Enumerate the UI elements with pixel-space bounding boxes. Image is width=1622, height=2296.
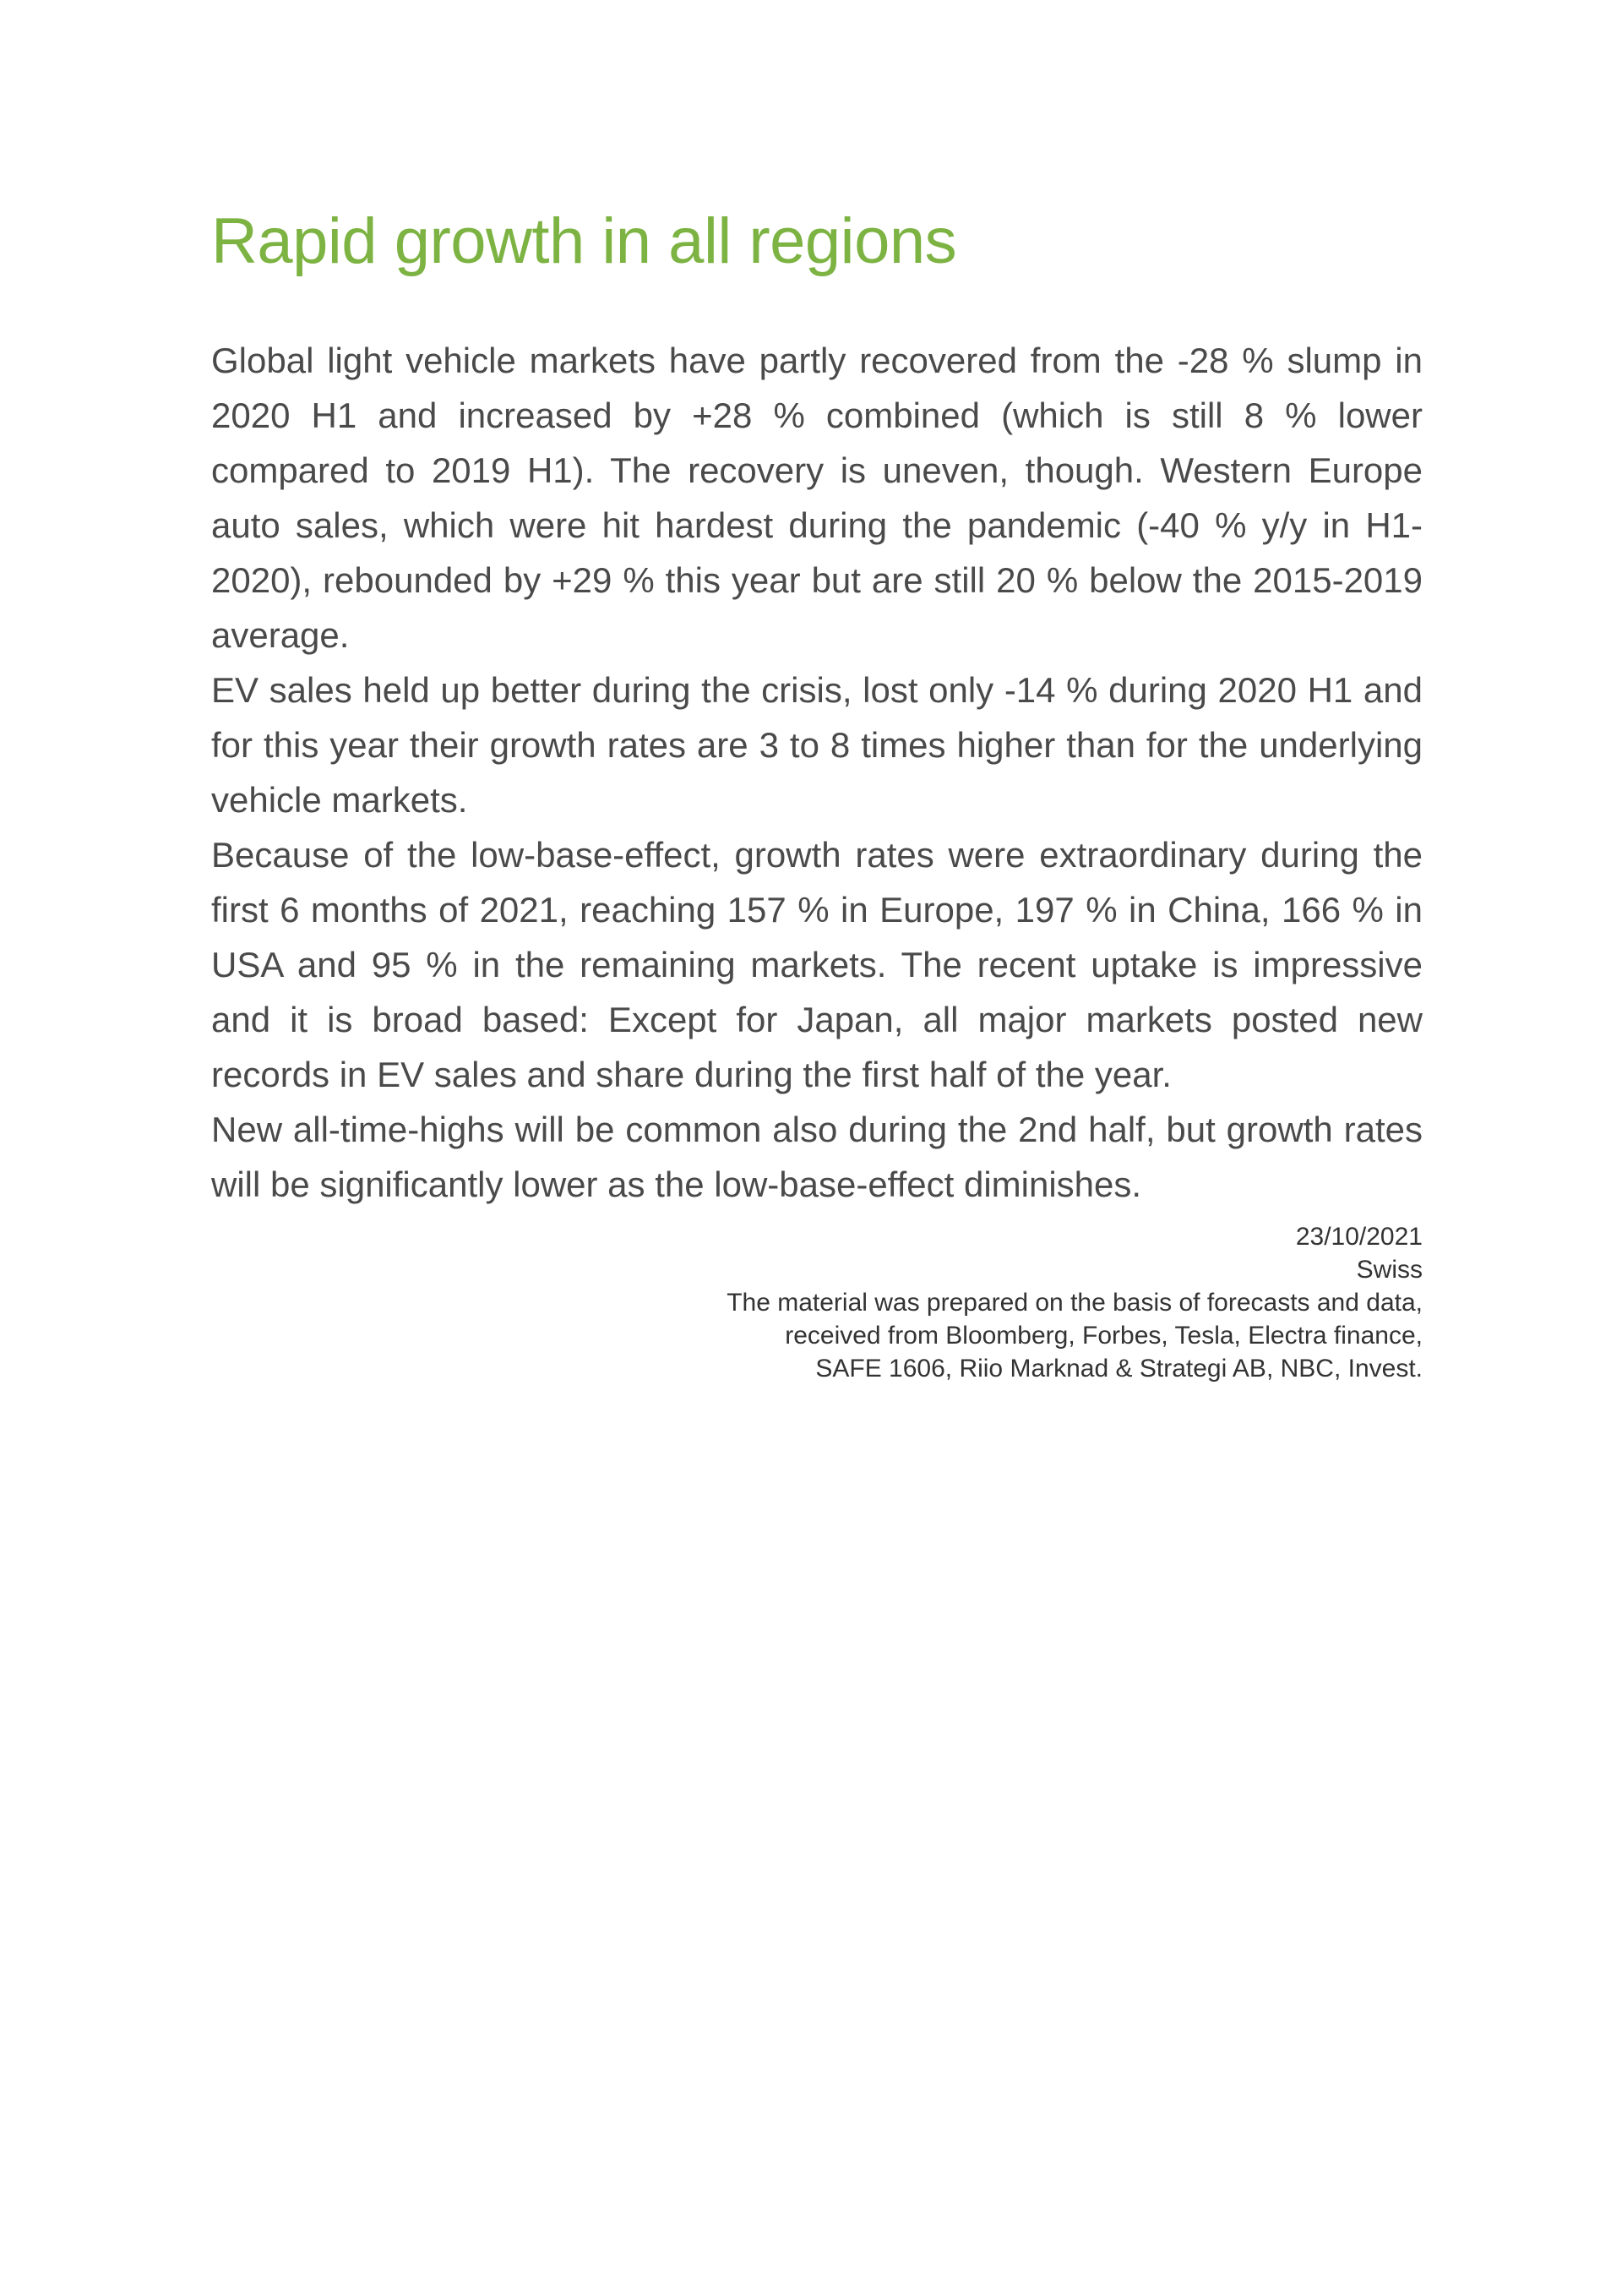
footer-source-line: SAFE 1606, Riio Marknad & Strategi AB, NBC, Invest. xyxy=(815,1355,1423,1383)
paragraph-growth-rates: Because of the low-base-effect, growth rates were extraordinary during the first 6 months of 2021, reaching 157 % in Europe, 197 % in China, 166 % in USA and 95 % in the remaining markets. The recent uptake is impressive and it is broad based: Except for Japan, all major markets posted new records in EV sales and share during the first half of the year. xyxy=(211,835,1423,1094)
footer-source-line: received from Bloomberg, Forbes, Tesla, Electra finance, xyxy=(785,1322,1423,1350)
document-footer xyxy=(211,1220,1423,1385)
document-content xyxy=(211,201,1423,1385)
paragraph-ev-sales: EV sales held up better during the crisis, lost only -14 % during 2020 H1 and for this year their growth rates are 3 to 8 times higher than for the underlying vehicle markets. xyxy=(211,670,1423,820)
body-text xyxy=(211,333,1423,1212)
footer-author: Swiss xyxy=(1356,1256,1423,1284)
footer-date: 23/10/2021 xyxy=(1295,1223,1423,1251)
page-title: Rapid growth in all regions xyxy=(211,205,957,277)
footer-source-line: The material was prepared on the basis of forecasts and data, xyxy=(727,1289,1423,1317)
paragraph-light-vehicle-markets: Global light vehicle markets have partly recovered from the -28 % slump in 2020 H1 and increased by +28 % combined (which is still 8 % lower compared to 2019 H1). The recovery is uneven, though. Western Europe auto sales, which were hit hardest during the pandemic (-40 % y/y in H1-2020), rebounded by +29 % this year but are still 20 % below the 2015-2019 average. xyxy=(211,341,1423,655)
paragraph-outlook: New all-time-highs will be common also during the 2nd half, but growth rates will be significantly lower as the low-base-effect diminishes. xyxy=(211,1110,1423,1204)
